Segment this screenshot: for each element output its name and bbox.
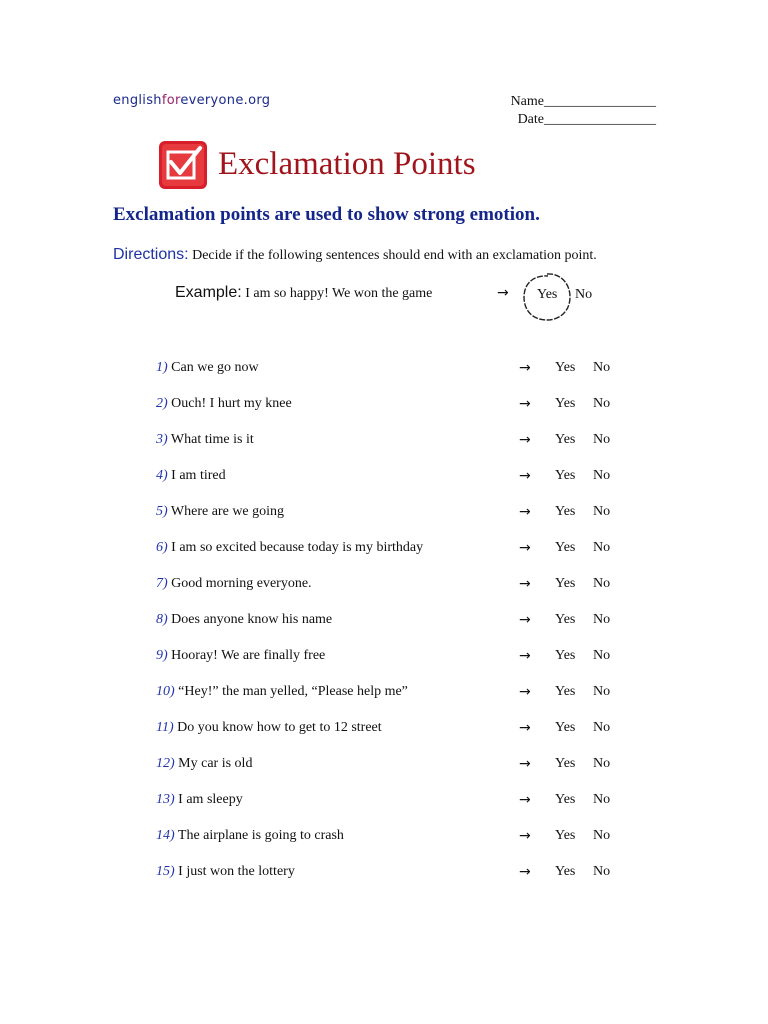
arrow-right-icon: → [519, 576, 531, 592]
example-text: I am so happy! We won the game [241, 286, 433, 301]
no-option[interactable]: No [593, 828, 611, 843]
no-option[interactable]: No [593, 756, 611, 771]
question-text: My car is old [174, 756, 253, 771]
no-option[interactable]: No [593, 360, 611, 375]
no-option[interactable]: No [593, 648, 611, 663]
arrow-right-icon: → [519, 540, 531, 556]
question-sentence [156, 576, 312, 592]
question-number: 1) [156, 360, 168, 375]
question-number: 4) [156, 468, 168, 483]
no-option[interactable]: No [593, 504, 611, 519]
question-number: 3) [156, 432, 168, 447]
name-date-block [480, 93, 656, 129]
yes-option[interactable]: Yes [555, 432, 576, 447]
no-option[interactable]: No [593, 864, 611, 879]
question-text: I am sleepy [174, 792, 243, 807]
question-sentence [156, 792, 243, 808]
checkbox-check-icon [158, 140, 208, 190]
arrow-right-icon: → [519, 504, 531, 520]
question-number: 9) [156, 648, 168, 663]
question-text: Good morning everyone. [167, 576, 312, 591]
question-sentence [156, 648, 325, 664]
yes-option[interactable]: Yes [555, 396, 576, 411]
question-sentence [156, 468, 226, 484]
question-text: I am tired [167, 468, 226, 483]
question-number: 2) [156, 396, 168, 411]
question-text: Hooray! We are finally free [167, 648, 326, 663]
question-sentence [156, 540, 423, 556]
no-option[interactable]: No [593, 684, 611, 699]
example-arrow-icon: → [497, 285, 509, 301]
example-yes-option: Yes [537, 287, 558, 302]
question-number: 10) [156, 684, 175, 699]
arrow-right-icon: → [519, 648, 531, 664]
yes-option[interactable]: Yes [555, 360, 576, 375]
question-text: What time is it [167, 432, 254, 447]
no-option[interactable]: No [593, 540, 611, 555]
date-field[interactable]: Date________________ [517, 112, 656, 127]
question-sentence [156, 720, 382, 736]
question-sentence [156, 756, 252, 772]
question-sentence [156, 396, 292, 412]
question-number: 12) [156, 756, 175, 771]
brand-part-everyone: everyone.org [180, 93, 271, 108]
question-sentence [156, 432, 254, 448]
question-sentence [156, 504, 284, 520]
question-sentence [156, 828, 344, 844]
question-number: 11) [156, 720, 174, 735]
yes-option[interactable]: Yes [555, 468, 576, 483]
yes-option[interactable]: Yes [555, 504, 576, 519]
directions-text: Decide if the following sentences should end with an exclamation point. [188, 248, 597, 263]
name-field[interactable]: Name________________ [510, 94, 656, 109]
question-number: 7) [156, 576, 168, 591]
arrow-right-icon: → [519, 756, 531, 772]
arrow-right-icon: → [519, 828, 531, 844]
no-option[interactable]: No [593, 612, 611, 627]
question-number: 6) [156, 540, 168, 555]
arrow-right-icon: → [519, 432, 531, 448]
brand-part-for: for [161, 93, 181, 108]
arrow-right-icon: → [519, 792, 531, 808]
question-number: 13) [156, 792, 175, 807]
arrow-right-icon: → [519, 864, 531, 880]
yes-option[interactable]: Yes [555, 792, 576, 807]
no-option[interactable]: No [593, 432, 611, 447]
question-text: I am so excited because today is my birthday [167, 540, 424, 555]
yes-option[interactable]: Yes [555, 648, 576, 663]
arrow-right-icon: → [519, 684, 531, 700]
question-number: 14) [156, 828, 175, 843]
directions-label: Directions: [113, 246, 189, 263]
yes-option[interactable]: Yes [555, 612, 576, 627]
example-sentence [175, 284, 432, 302]
yes-option[interactable]: Yes [555, 828, 576, 843]
arrow-right-icon: → [519, 612, 531, 628]
no-option[interactable]: No [593, 396, 611, 411]
brand-part-english: english [113, 93, 162, 108]
arrow-right-icon: → [519, 468, 531, 484]
question-sentence [156, 684, 408, 700]
question-sentence [156, 864, 295, 880]
site-brand [113, 93, 270, 108]
yes-option[interactable]: Yes [555, 684, 576, 699]
question-text: Does anyone know his name [167, 612, 333, 627]
arrow-right-icon: → [519, 360, 531, 376]
no-option[interactable]: No [593, 468, 611, 483]
arrow-right-icon: → [519, 396, 531, 412]
question-text: I just won the lottery [174, 864, 295, 879]
directions [113, 246, 597, 264]
question-text: “Hey!” the man yelled, “Please help me” [174, 684, 408, 699]
question-number: 15) [156, 864, 175, 879]
question-text: Do you know how to get to 12 street [173, 720, 382, 735]
question-sentence [156, 612, 332, 628]
no-option[interactable]: No [593, 720, 611, 735]
yes-option[interactable]: Yes [555, 864, 576, 879]
no-option[interactable]: No [593, 576, 611, 591]
arrow-right-icon: → [519, 720, 531, 736]
yes-option[interactable]: Yes [555, 720, 576, 735]
example-no-option: No [575, 287, 593, 302]
yes-option[interactable]: Yes [555, 540, 576, 555]
question-number: 8) [156, 612, 168, 627]
example-label: Example: [175, 284, 242, 301]
question-text: Can we go now [167, 360, 259, 375]
no-option[interactable]: No [593, 792, 611, 807]
question-number: 5) [156, 504, 168, 519]
yes-option[interactable]: Yes [555, 576, 576, 591]
page-title: Exclamation Points [218, 146, 476, 182]
page-subtitle: Exclamation points are used to show strong emotion. [113, 204, 540, 225]
question-text: Where are we going [167, 504, 285, 519]
yes-option[interactable]: Yes [555, 756, 576, 771]
question-sentence [156, 360, 259, 376]
question-text: The airplane is going to crash [174, 828, 344, 843]
question-text: Ouch! I hurt my knee [167, 396, 292, 411]
